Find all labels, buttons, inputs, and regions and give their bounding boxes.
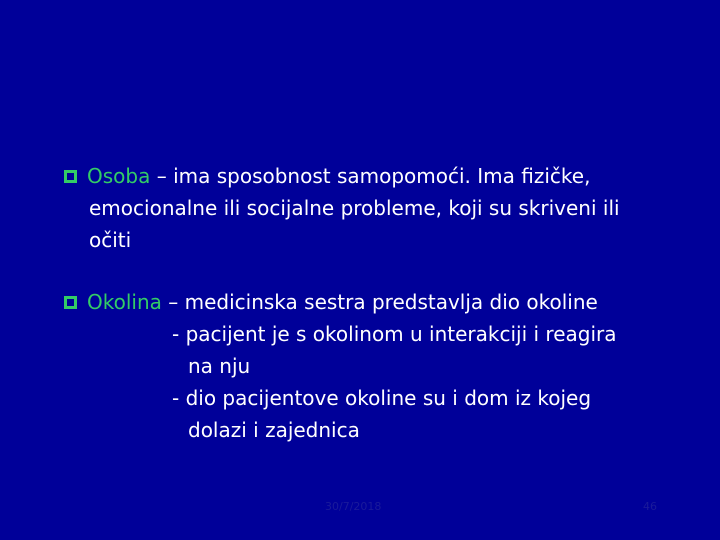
- footer-page-number: 46: [643, 500, 657, 513]
- bullet-osoba: [64, 160, 664, 256]
- bullet-line: [64, 160, 664, 192]
- bullet-line: na nju: [188, 354, 251, 378]
- hollow-square-bullet-icon: [64, 170, 77, 183]
- bullet-text: – medicinska sestra predstavlja dio okoline: [161, 290, 598, 314]
- bullet-line: emocionalne ili socijalne probleme, koji su skriveni ili: [89, 196, 620, 220]
- bullet-line: dolazi i zajednica: [188, 418, 360, 442]
- bullet-line: - dio pacijentove okoline su i dom iz kojeg: [172, 386, 592, 410]
- bullet-term: Okolina: [87, 290, 162, 314]
- footer-date: 30/7/2018: [325, 500, 382, 513]
- hollow-square-bullet-icon: [64, 296, 77, 309]
- bullet-okolina: [64, 286, 664, 446]
- bullet-line: - pacijent je s okolinom u interakciji i reagira: [172, 322, 617, 346]
- bullet-line: očiti: [89, 228, 132, 252]
- bullet-line: [64, 286, 664, 318]
- bullet-text: – ima sposobnost samopomoći. Ima fizičke,: [150, 164, 591, 188]
- bullet-term: Osoba: [87, 164, 151, 188]
